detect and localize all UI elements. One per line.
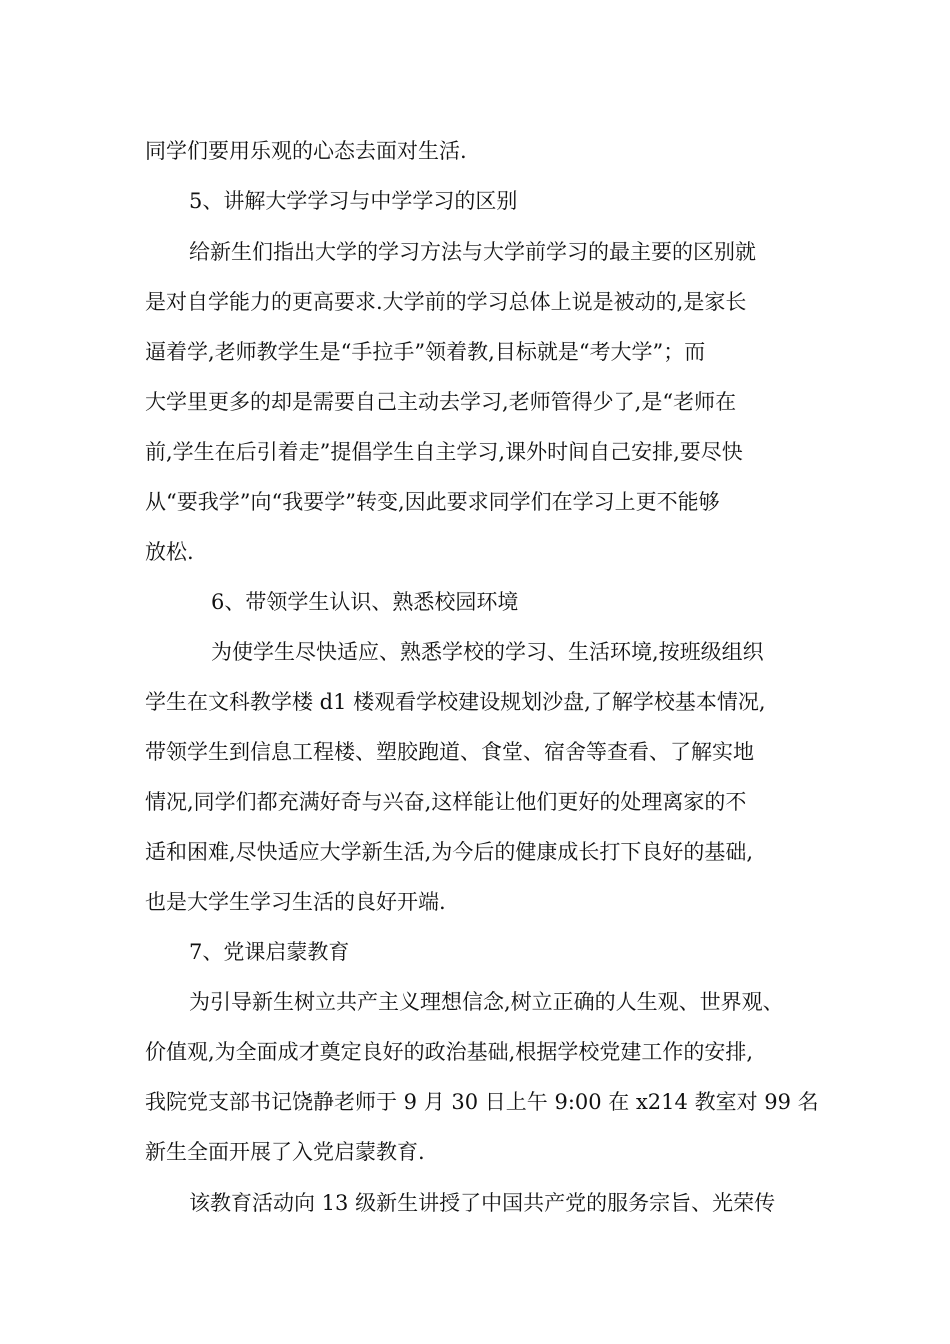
paragraph-line: 前,学生在后引着走”提倡学生自主学习,课外时间自己安排,要尽快 [145,440,743,464]
paragraph-line: 也是大学生学习生活的良好开端. [145,890,446,914]
section-heading-7: 7、党课启蒙教育 [189,940,350,964]
paragraph-line: 放松. [145,540,194,564]
paragraph-line: 适和困难,尽快适应大学新生活,为今后的健康成长打下良好的基础, [145,840,754,864]
paragraph-line: 同学们要用乐观的心态去面对生活. [145,139,467,163]
paragraph-line: 情况,同学们都充满好奇与兴奋,这样能让他们更好的处理离家的不 [145,790,747,814]
paragraph-line: 大学里更多的却是需要自己主动去学习,老师管得少了,是“老师在 [145,390,737,414]
paragraph-line: 价值观,为全面成才奠定良好的政治基础,根据学校党建工作的安排, [145,1040,754,1064]
paragraph-line: 是对自学能力的更高要求.大学前的学习总体上说是被动的,是家长 [145,290,747,314]
paragraph-line: 给新生们指出大学的学习方法与大学前学习的最主要的区别就 [189,240,756,264]
section-heading-6: 6、带领学生认识、熟悉校园环境 [211,590,519,614]
paragraph-line: 为使学生尽快适应、熟悉学校的学习、生活环境,按班级组织 [211,640,764,664]
paragraph-line: 新生全面开展了入党启蒙教育. [145,1140,425,1164]
section-heading-5: 5、讲解大学学习与中学学习的区别 [189,189,518,213]
paragraph-line: 带领学生到信息工程楼、塑胶跑道、食堂、宿舍等查看、了解实地 [145,740,754,764]
paragraph-line: 学生在文科教学楼 d1 楼观看学校建设规划沙盘,了解学校基本情况, [145,690,766,714]
paragraph-line: 我院党支部书记饶静老师于 9 月 30 日上午 9:00 在 x214 教室对 99 名 [145,1090,819,1114]
paragraph-line: 该教育活动向 13 级新生讲授了中国共产党的服务宗旨、光荣传 [189,1191,776,1215]
paragraph-line: 从“要我学”向“我要学”转变,因此要求同学们在学习上更不能够 [145,490,720,514]
paragraph-line: 逼着学,老师教学生是“手拉手”领着教,目标就是“考大学”；而 [145,340,706,364]
paragraph-line: 为引导新生树立共产主义理想信念,树立正确的人生观、世界观、 [189,990,784,1014]
